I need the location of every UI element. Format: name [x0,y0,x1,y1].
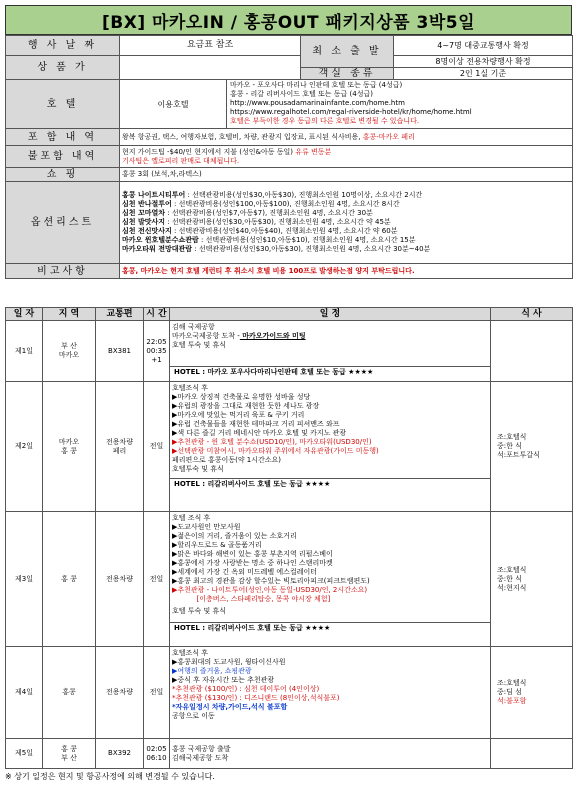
excl-value: 현지 가이드팁 -$40/인 현지에서 지불 (성인&아동 동일) 유류 변동분 기사팁은 옐로피리 판매로 대체됩니다. [120,146,573,168]
min-label: 최 소 출 발 [301,36,394,68]
option-label: 옵션리스트 [6,182,120,264]
shop-label: 쇼 핑 [6,168,120,182]
schedule-cell: 호텔조식 후 ▶마카오 상징적 건축물로 유명한 성바울 성당 ▶유럽의 광장을 그대로 재현한 듯한 세나도 광장 ▶마카오에 맛있는 먹거리 육포 & 쿠키 거리 ▶유럽 건축물들을 재현한 테마파크 거리 피셔맨즈 와프 ▶색 다른 즐길 거리 베네시안 마카오 호텔 및 카지노 관광 ▶추천관광 - 윈 호텔 분수쇼(USD10/인), 마카오타워(USD30/인) ▶선택관광 미참여시, 마카오타워 주위에서 자유관광(가이드 미동행) 페리편으로 홍콩이동(약 1시간소요) 호텔투숙 및 휴식 HOTEL : 리갈리버사이드 호텔 또는 동급 ★★★★ [170,382,491,512]
region-cell: 홍 콩 [43,512,96,647]
excl-label: 불포함 내역 [6,146,120,168]
transport-cell: BX381 [96,321,144,382]
region-cell: 홍콩 [43,647,96,739]
transport-cell: BX392 [96,739,144,769]
header-meal: 식 사 [491,308,573,321]
transport-cell: 전용차량 [96,512,144,647]
hotel-info: HOTEL : 리갈리버사이드 호텔 또는 동급 ★★★★ [170,622,490,634]
min-value-1: 4~7명 대중교통행사 확정 [394,36,573,56]
hotel-notice: 호텔은 부득이한 경우 동급의 다른 호텔로 변경될 수 있습니다. [230,117,420,125]
meal-cell [491,739,573,769]
hotel-label: 호 텔 [6,80,120,129]
table-row [6,739,573,769]
day-cell: 제5일 [6,739,43,769]
time-cell: 02:05 06:10 [144,739,170,769]
time-cell: 22:05 00:35 +1 [144,321,170,382]
incl-label: 포 함 내 역 [6,129,120,146]
day-cell: 제3일 [6,512,43,647]
header-time: 시 간 [144,308,170,321]
remark-value: 홍콩, 마카오는 현지 호텔 게런티 후 취소시 호텔 비용 100프로 발생하는점 양지 부탁드립니다. [120,264,573,279]
page-title: [BX] 마카오IN / 홍콩OUT 패키지상품 3박5일 [5,5,572,35]
hotel-sub-label: 이용호텔 [120,80,227,128]
region-cell: 부 산 마카오 [43,321,96,382]
date-value: 요금표 참조 [120,36,301,56]
incl-value: 왕복 항공권, 택스, 여행자보험, 호텔비, 차량, 관광지 입장료, 표시된 식사비용, 홍콩-마카오 페리 [120,129,573,146]
footnote: ※ 상기 일정은 현지 및 항공사정에 의해 변경될 수 있습니다. [5,772,215,781]
day-cell: 제4일 [6,647,43,739]
option-item: 홍콩 나이트시티투어 : 선택관광비용(성인$30,아동$30), 진행최소인원 10명이상, 소요시간 2시간 [122,191,423,199]
hotel-line: 홍콩 - 리갈 리버사이드 호텔 또는 동급 (4성급) [230,90,373,98]
region-cell: 홍 콩 부 산 [43,739,96,769]
transport-cell: 전용차량 [96,647,144,739]
product-value [120,56,301,80]
table-row [6,512,573,647]
meal-cell [491,321,573,382]
option-list [120,182,573,264]
table-row [6,321,573,382]
meal-cell: 조:호텔식 중:한 식 석:현지식 [491,512,573,647]
remark-label: 비고사항 [6,264,120,279]
header-day: 일 자 [6,308,43,321]
date-label: 행 사 날 짜 [6,36,120,56]
room-label: 객실 종류 [301,68,394,80]
product-label: 상 품 가 [6,56,120,80]
hotel-line: 마카오 - 포오사다 마리나 인판테 호텔 또는 동급 (4성급) [230,81,403,89]
room-value: 2인 1실 기준 [394,68,573,80]
day-cell: 제1일 [6,321,43,382]
schedule-cell: 호텔 조식 후 ▶도교사원인 만모사원 ▶젊은이의 거리, 즐거움이 있는 소호거리 ▶할리우드로드 & 골동품거리 ▶맑은 바다와 해변이 있는 홍콩 부촌지역 리펄스베이 ▶홍콩에서 가장 사랑받는 명소 중 하나인 스탠리마켓 ▶세계에서 가장 긴 옥외 미드레벨 에스컬레이터 ▶홍콩 최고의 경관을 감상 할수있는 빅토리아피크(피크트램편도) ▶추천관광 - 나이트투어(성인,아동 동일-USD30/인, 2시간소요) [이층버스, 스타페리탑승, 몽콕 야시장 체험] 호텔 투숙 및 휴식 HOTEL : 리갈리버사이드 호텔 또는 동급 ★★★★ [170,512,491,647]
schedule-cell: 홍콩 국제공항 출발 김해국제공항 도착 [170,739,491,769]
hotel-link[interactable]: http://www.pousadamarinainfante.com/home.htm [230,99,405,107]
option-item: 마카오 윈호텔분수쇼관람 : 선택관광비용(성인$10,아동$10), 진행최소인원 4명, 소요시간 15분 [122,236,416,244]
option-item: 심천 반나절투어 : 선택관광비용(성인$100,아동$100), 진행최소인원 4명, 소요시간 8시간 [122,200,400,208]
header-region: 지 역 [43,308,96,321]
region-cell: 마카오 홍 콩 [43,382,96,512]
min-value-2: 8명이상 전용차량행사 확정 [394,56,573,68]
table-row [6,647,573,739]
option-item: 심천 발맛사지 : 선택관광비용(성인$30,아동$30), 진행최소인원 4명, 소요시간 약 45분 [122,218,391,226]
meal-cell: 조:호텔식 중:한 식 석:포트투갈식 [491,382,573,512]
meal-cell: 조:호텔식 중:딤 섬 석:불포함 [491,647,573,739]
time-cell: 전일 [144,647,170,739]
schedule-table [5,307,573,769]
hotel-cell [120,80,573,129]
schedule-cell: 김해 국제공항 마카오국제공항 도착 - 마카오가이드와 미팅 호텔 투숙 및 휴식 HOTEL : 마카오 포우사다마리나인판테 호텔 또는 동급 ★★★★ [170,321,491,382]
option-item: 마카오타워 전망대관람 : 선택관광비용(성인$30,아동$30), 진행최소인원 4명, 소요시간 30분~40분 [122,245,431,253]
hotel-info: HOTEL : 마카오 포우사다마리나인판테 호텔 또는 동급 ★★★★ [170,366,490,378]
day-cell: 제2일 [6,382,43,512]
table-row [6,382,573,512]
shop-value: 홍콩 3회 (보석,차,라텍스) [120,168,573,182]
hotel-link[interactable]: https://www.regalhotel.com/regal-riverside-hotel/kr/home/home.html [230,108,472,116]
info-table [5,35,573,279]
time-cell: 전일 [144,382,170,512]
option-item: 심천 꼬마열차 : 선택관광비용(성인$7,아동$7), 진행최소인원 4명, 소요시간 30분 [122,209,373,217]
option-item: 심천 전신맛사지 : 선택관광비용(성인$40,아동$40), 진행최소인원 4명, 소요시간 약 60분 [122,227,398,235]
header-schedule: 일 정 [170,308,491,321]
transport-cell: 전용차량 페리 [96,382,144,512]
schedule-cell: 호텔조식 후 ▶홍콩최대의 도교사원, 웡타이신사원 ▶여행의 즐거움, 쇼핑관광 ▶중식 후 자유시간 또는 추천관광 *추천관광 ($100/인) : 심천 데이투어 (4인이상) *추천관광 ($130/인) : 디즈니랜드 (8인이상,석식불포) *자유일정시 차량,가이드,석식 불포함 공항으로 이동 [170,647,491,739]
time-cell: 전일 [144,512,170,647]
hotel-info: HOTEL : 리갈리버사이드 호텔 또는 동급 ★★★★ [170,478,490,490]
schedule-header-row [6,308,573,321]
header-transport: 교통편 [96,308,144,321]
